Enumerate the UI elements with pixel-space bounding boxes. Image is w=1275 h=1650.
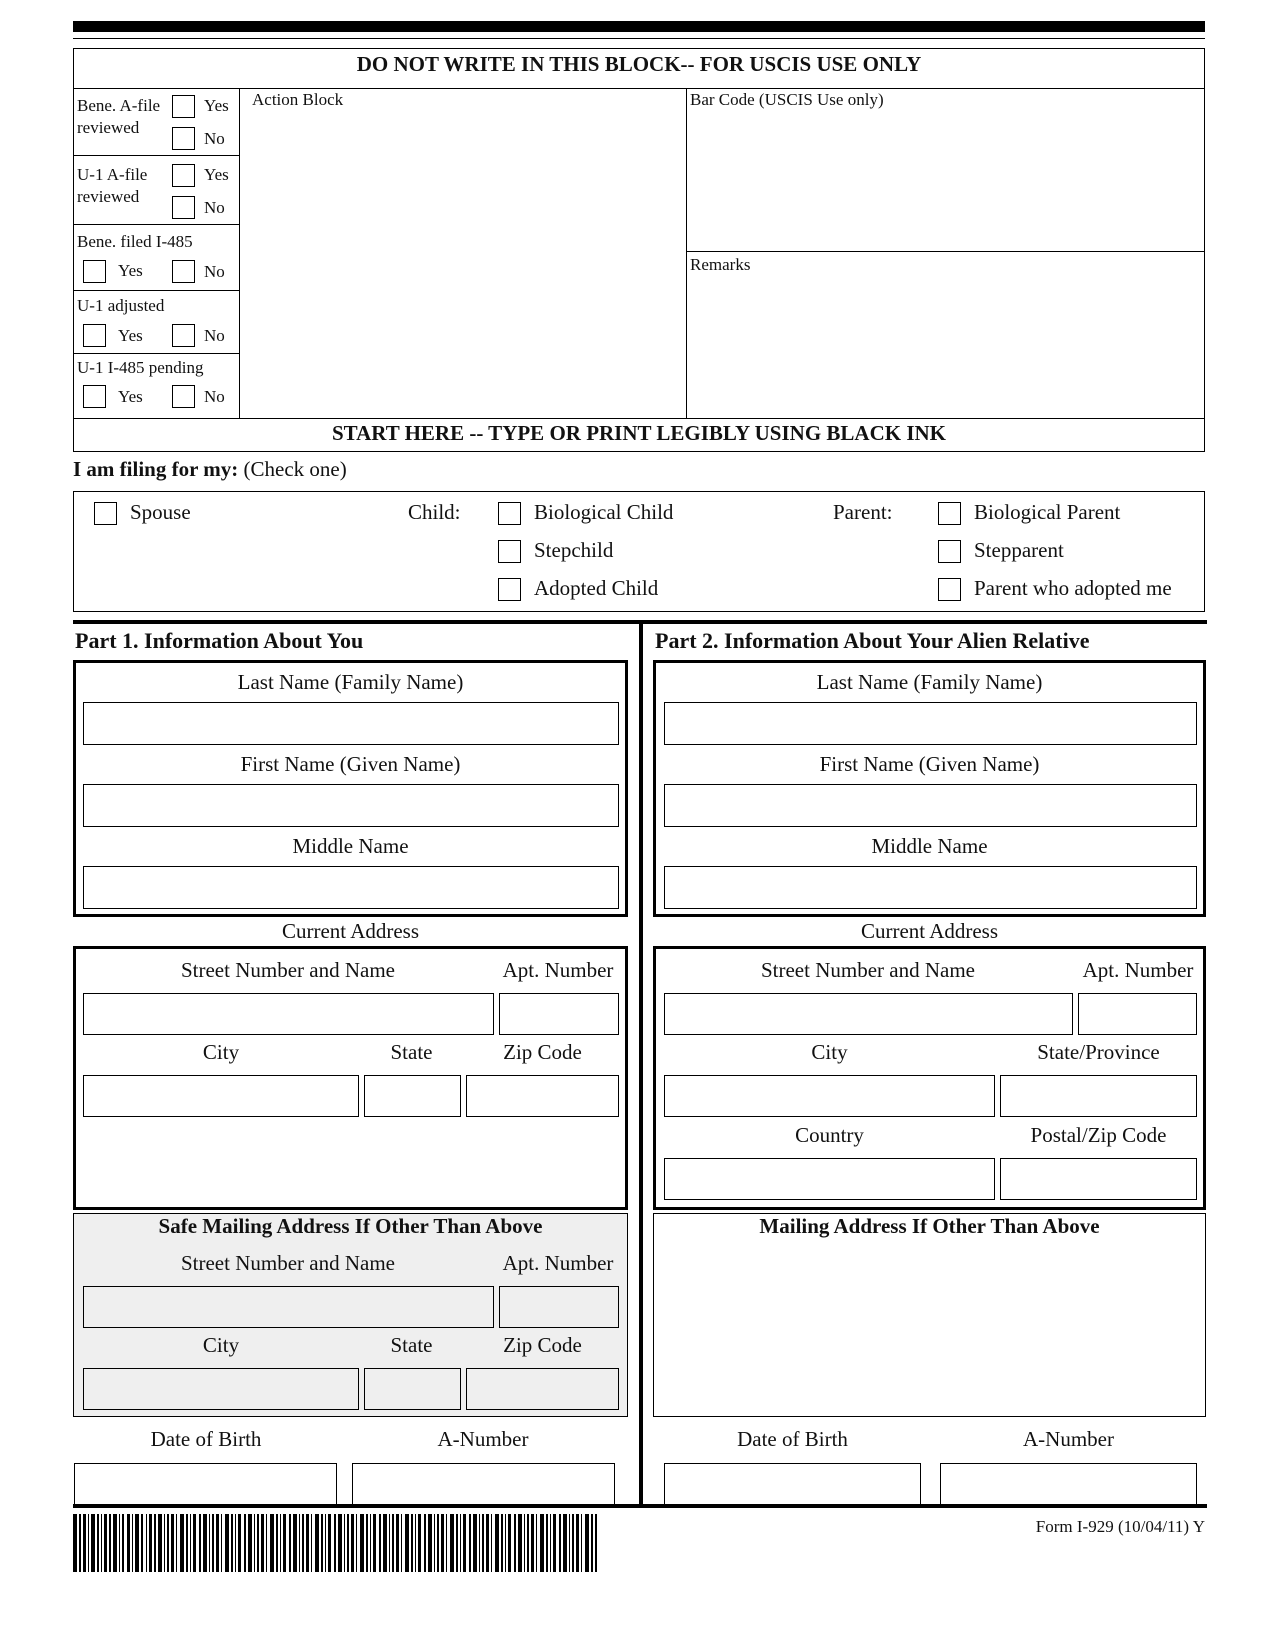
part2-title: Part 2. Information About Your Alien Relative [655, 628, 1090, 653]
adopted-child-label: Adopted Child [534, 576, 659, 600]
part1-safe-zip-input[interactable] [466, 1368, 619, 1410]
part2-last-name-label: Last Name (Family Name) [816, 670, 1043, 694]
part1-first-name-label: First Name (Given Name) [240, 752, 461, 776]
part1-last-name-label: Last Name (Family Name) [237, 670, 464, 694]
part1-city-label: City [202, 1040, 240, 1064]
bene-afile-yes-checkbox[interactable] [172, 95, 195, 118]
center-divider [639, 624, 643, 1504]
part1-last-name-input[interactable] [83, 702, 619, 745]
part1-state-label: State [390, 1040, 433, 1064]
bene-afile-no-checkbox[interactable] [172, 127, 195, 150]
part1-dob-label: Date of Birth [150, 1427, 262, 1451]
part2-postal-zip-label: Postal/Zip Code [1030, 1123, 1167, 1147]
part2-country-label: Country [795, 1123, 864, 1147]
part1-zip-label: Zip Code [503, 1040, 582, 1064]
part1-safe-mailing-title: Safe Mailing Address If Other Than Above [158, 1214, 543, 1238]
part1-safe-street-label: Street Number and Name [180, 1251, 395, 1275]
part1-title: Part 1. Information About You [75, 628, 364, 653]
part1-safe-city-input[interactable] [83, 1368, 359, 1410]
part2-mailing-title: Mailing Address If Other Than Above [759, 1214, 1100, 1238]
part1-zip-input[interactable] [466, 1075, 619, 1117]
spouse-checkbox[interactable] [94, 502, 117, 525]
form-identifier: Form I-929 (10/04/11) Y [1035, 1517, 1205, 1536]
part1-safe-street-input[interactable] [83, 1286, 494, 1328]
barcode-svg [73, 1514, 597, 1572]
top-rule-thin [73, 38, 1205, 39]
stepchild-checkbox[interactable] [498, 540, 521, 563]
part1-city-input[interactable] [83, 1075, 359, 1117]
part1-apt-input[interactable] [499, 993, 619, 1035]
u1-afile-yes-label: Yes [204, 165, 229, 184]
part1-a-number-label: A-Number [437, 1427, 529, 1451]
spouse-label: Spouse [130, 500, 191, 524]
u1-adjusted-no-checkbox[interactable] [172, 324, 195, 347]
remarks-label: Remarks [690, 255, 751, 274]
adopted-child-checkbox[interactable] [498, 578, 521, 601]
bar-code-label: Bar Code (USCIS Use only) [690, 90, 884, 109]
part1-current-address-label: Current Address [281, 919, 420, 943]
u1-afile-label-1: U-1 A-file [77, 165, 148, 184]
part1-safe-city-label: City [202, 1333, 240, 1357]
biological-parent-label: Biological Parent [974, 500, 1121, 524]
part1-street-label: Street Number and Name [180, 958, 395, 982]
part2-apt-input[interactable] [1078, 993, 1197, 1035]
u1-pending-yes-checkbox[interactable] [83, 385, 106, 408]
bottom-rule [73, 1504, 1207, 1508]
stepparent-label: Stepparent [974, 538, 1064, 562]
bene-afile-label-1: Bene. A-file [77, 96, 161, 115]
parent-adopted-label: Parent who adopted me [974, 576, 1172, 600]
biological-child-label: Biological Child [534, 500, 674, 524]
part1-dob-input[interactable] [74, 1463, 337, 1505]
part1-state-input[interactable] [364, 1075, 461, 1117]
barcode-image [73, 1514, 597, 1572]
u1-adjusted-no-label: No [204, 326, 225, 345]
part1-middle-name-input[interactable] [83, 866, 619, 909]
part1-safe-state-input[interactable] [364, 1368, 461, 1410]
part1-safe-state-label: State [390, 1333, 433, 1357]
part2-dob-label: Date of Birth [737, 1427, 848, 1451]
u1-pending-label: U-1 I-485 pending [77, 358, 204, 377]
part1-street-input[interactable] [83, 993, 494, 1035]
filing-for-note: (Check one) [243, 457, 347, 481]
part1-first-name-input[interactable] [83, 784, 619, 827]
part2-middle-name-label: Middle Name [871, 834, 988, 858]
part1-a-number-input[interactable] [352, 1463, 615, 1505]
action-block-label: Action Block [252, 90, 344, 109]
part1-safe-zip-label: Zip Code [503, 1333, 582, 1357]
part2-current-address-label: Current Address [860, 919, 999, 943]
u1-afile-label-2: reviewed [77, 187, 140, 206]
u1-afile-yes-checkbox[interactable] [172, 164, 195, 187]
biological-parent-checkbox[interactable] [938, 502, 961, 525]
part2-street-input[interactable] [664, 993, 1073, 1035]
bene-i485-yes-checkbox[interactable] [83, 260, 106, 283]
part2-middle-name-input[interactable] [664, 866, 1197, 909]
bene-afile-yes-label: Yes [204, 96, 229, 115]
part2-first-name-label: First Name (Given Name) [819, 752, 1040, 776]
part2-apt-label: Apt. Number [1082, 958, 1194, 982]
biological-child-checkbox[interactable] [498, 502, 521, 525]
uscis-use-block [73, 48, 1205, 452]
part2-dob-input[interactable] [664, 1463, 921, 1505]
top-rule [73, 21, 1205, 32]
part1-safe-apt-input[interactable] [499, 1286, 619, 1328]
part1-middle-name-label: Middle Name [292, 834, 409, 858]
bene-afile-no-label: No [204, 129, 225, 148]
part2-mailing-box[interactable] [653, 1213, 1206, 1417]
bene-i485-no-label: No [204, 262, 225, 281]
part2-a-number-input[interactable] [940, 1463, 1197, 1505]
part2-country-input[interactable] [664, 1158, 995, 1200]
u1-pending-yes-label: Yes [118, 387, 143, 406]
u1-adjusted-yes-label: Yes [118, 326, 143, 345]
u1-pending-no-label: No [204, 387, 225, 406]
part2-postal-zip-input[interactable] [1000, 1158, 1197, 1200]
parent-adopted-checkbox[interactable] [938, 578, 961, 601]
u1-adjusted-yes-checkbox[interactable] [83, 324, 106, 347]
bene-i485-label: Bene. filed I-485 [77, 232, 193, 251]
parent-label: Parent: [833, 500, 893, 524]
stepchild-label: Stepchild [534, 538, 614, 562]
uscis-block-title: DO NOT WRITE IN THIS BLOCK-- FOR USCIS USE ONLY [356, 52, 922, 76]
filing-for-bold: I am filing for my: [73, 457, 239, 481]
start-here-banner: START HERE -- TYPE OR PRINT LEGIBLY USING BLACK INK [331, 421, 947, 445]
bene-i485-no-checkbox[interactable] [172, 260, 195, 283]
part2-state-province-input[interactable] [1000, 1075, 1197, 1117]
u1-afile-no-label: No [204, 198, 225, 217]
bene-i485-yes-label: Yes [118, 261, 143, 280]
child-label: Child: [408, 500, 461, 524]
stepparent-checkbox[interactable] [938, 540, 961, 563]
filing-for-label [73, 457, 347, 482]
part2-a-number-label: A-Number [1023, 1427, 1114, 1451]
part1-apt-label: Apt. Number [502, 958, 614, 982]
u1-adjusted-label: U-1 adjusted [77, 296, 165, 315]
part2-city-label: City [811, 1040, 848, 1064]
part2-last-name-input[interactable] [664, 702, 1197, 745]
bene-afile-label-2: reviewed [77, 118, 140, 137]
part2-first-name-input[interactable] [664, 784, 1197, 827]
part2-city-input[interactable] [664, 1075, 995, 1117]
u1-afile-no-checkbox[interactable] [172, 196, 195, 219]
u1-pending-no-checkbox[interactable] [172, 385, 195, 408]
part2-street-label: Street Number and Name [760, 958, 975, 982]
part1-safe-apt-label: Apt. Number [502, 1251, 614, 1275]
part2-state-province-label: State/Province [1037, 1040, 1160, 1064]
